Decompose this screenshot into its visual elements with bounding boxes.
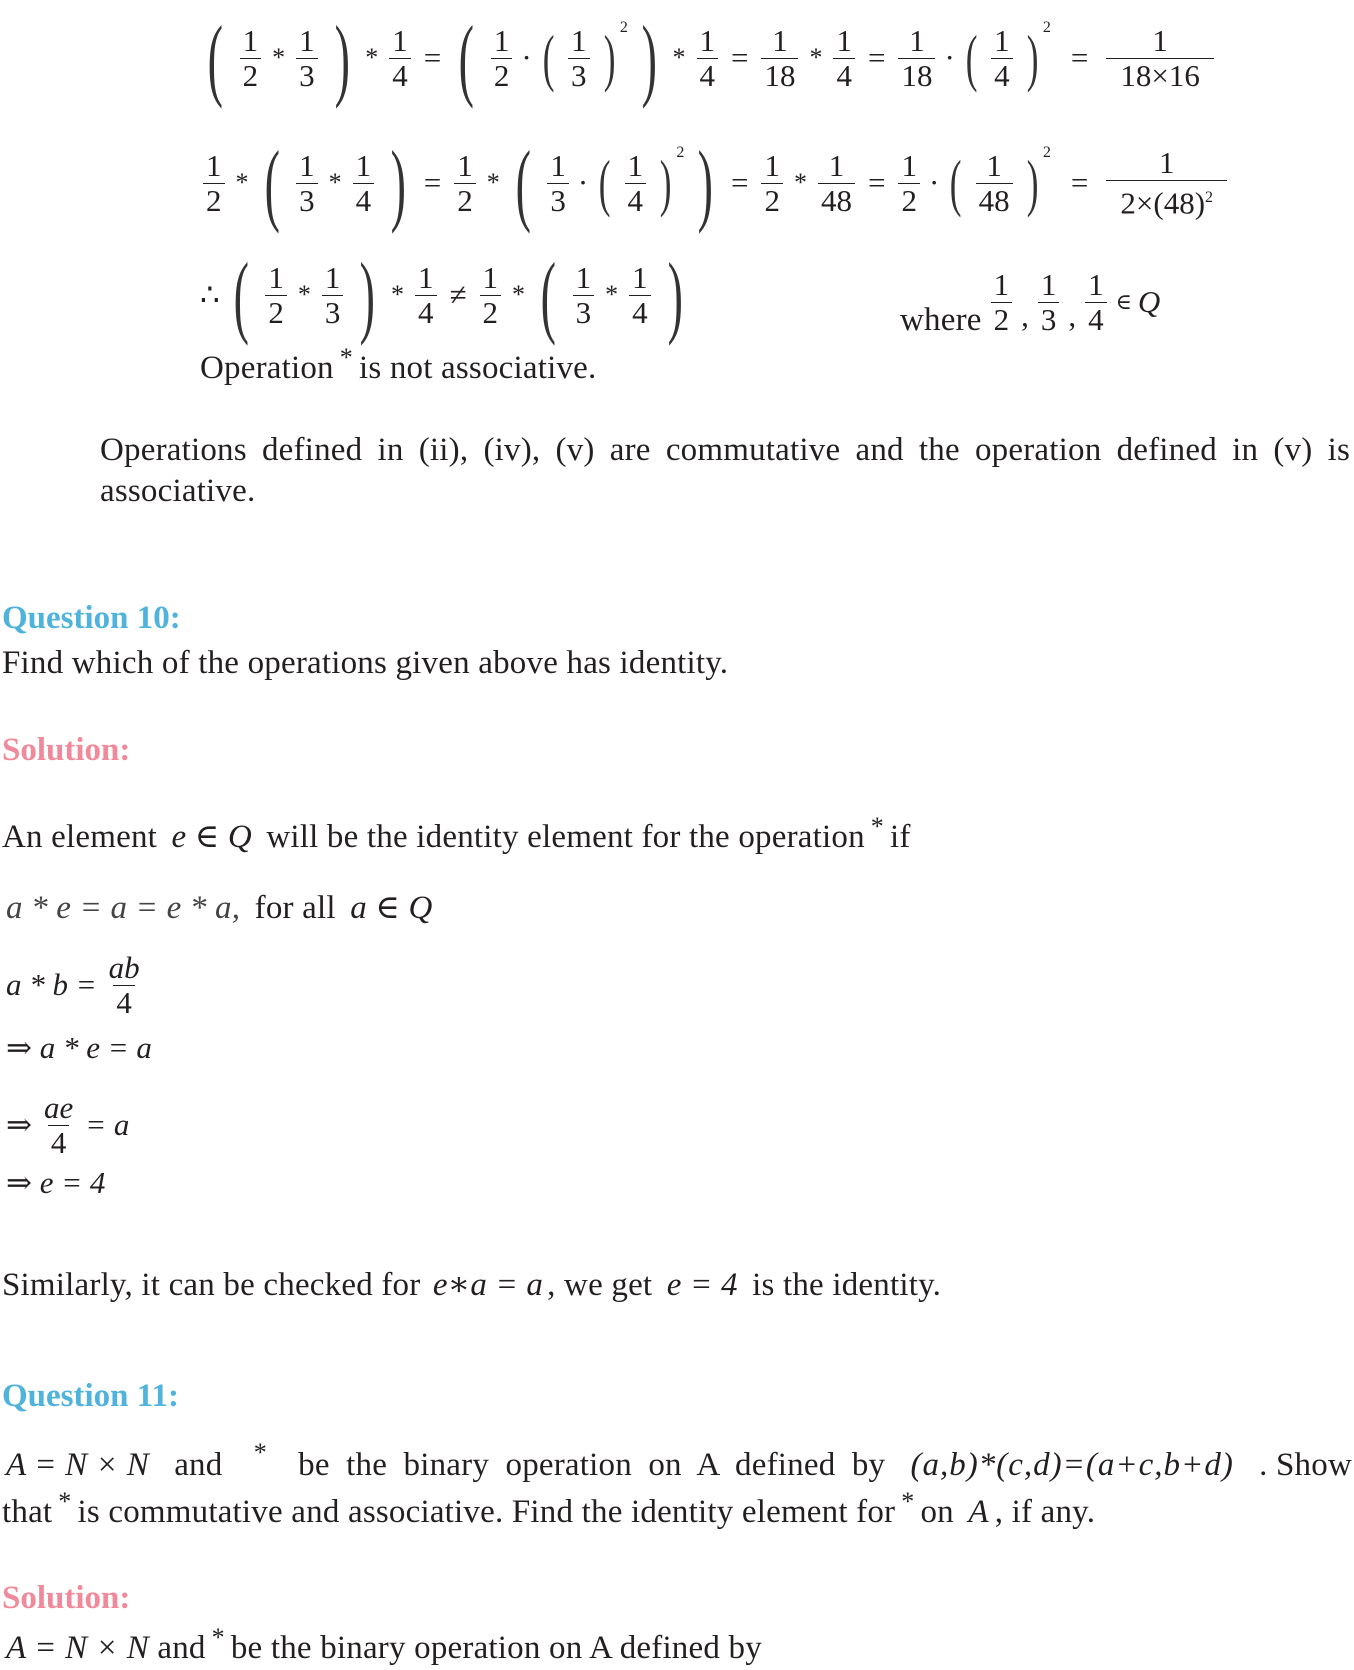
operation-definition: a * b = $\frac{ab}{4}$ bbox=[6, 949, 140, 1020]
question-11-solution-heading: Solution: bbox=[2, 1580, 131, 1616]
assoc-equation-line-1: ( $\frac{1}{2}$ * $\frac{1}{3}$ ) * $\frac{1}{4}$ = ( $\frac{1}{2}$ · ( $\frac{1}{3}$ ) 2 ) * $\frac{1}{4}$ = $\frac{1}{18}$ * $\frac{1}{4}$ = $\frac{1}{18}$ · ( $\frac{1}{4}$ ) 2 = $\frac{1}{18\times 16}$ bbox=[200, 8, 1217, 108]
question-11-line-2: that * is commutative and associative. Find the identity element for * on A , if any. bbox=[2, 1487, 1096, 1530]
question-10-heading: Question 10: bbox=[2, 600, 181, 636]
assoc-equation-line-2: $\frac{1}{2}$ * ( $\frac{1}{3}$ * $\frac{1}{4}$ ) = $\frac{1}{2}$ * ( $\frac{1}{3}$ · ( $\frac{1}{4}$ ) 2 ) = $\frac{1}{2}$ * $\frac{1}{48}$ = $\frac{1}{2}$ · ( $\frac{1}{48}$ ) 2 = $\frac{1}{2\times(48)^2}$ bbox=[200, 128, 1230, 238]
identity-condition: a * e = a = e * a, for all a ∈ Q bbox=[6, 890, 433, 926]
not-equal-symbol: ≠ bbox=[449, 277, 467, 312]
question-10-solution-heading: Solution: bbox=[2, 732, 131, 768]
question-11-heading: Question 11: bbox=[2, 1378, 179, 1414]
step-e-equals-4: ⇒ e = 4 bbox=[6, 1165, 106, 1200]
fraction: $\frac{1}{4}$ bbox=[389, 24, 411, 93]
question-11-solution-line: A = N × N and * be the binary operation on A defined by bbox=[6, 1623, 762, 1666]
result-fraction-1: $\frac{1}{18\times 16}$ bbox=[1106, 24, 1213, 93]
not-associative-conclusion: Operation * is not associative. bbox=[200, 343, 597, 386]
question-11-line-1: A = N × N and * be the binary operation on A defined by (a,b)*(c,d)=(a+c,b+d) . Show bbox=[6, 1438, 1352, 1483]
therefore-symbol: ∴ bbox=[200, 277, 220, 312]
where-clause: where $\frac{1}{2}$ , $\frac{1}{3}$ , $\frac{1}{4}$ ∈ Q bbox=[900, 266, 1161, 338]
fraction: $\frac{1}{3}$ bbox=[296, 24, 318, 93]
summary-paragraph: Operations defined in (ii), (iv), (v) are commutative and the operation defined in (v) is associative. bbox=[100, 432, 1350, 509]
question-10-text: Find which of the operations given above has identity. bbox=[2, 645, 729, 681]
left-paren: ( bbox=[207, 7, 223, 109]
similarly-statement: Similarly, it can be checked for e∗a = a , we get e = 4 is the identity. bbox=[2, 1267, 942, 1303]
step-a-star-e: ⇒ a * e = a bbox=[6, 1030, 152, 1065]
identity-definition: An element e ∈ Q will be the identity element for the operation * if bbox=[2, 812, 911, 855]
fraction: $\frac{1}{2}$ bbox=[240, 24, 262, 93]
therefore-inequality: ∴ ( $\frac{1}{2}$ * $\frac{1}{3}$ ) * $\frac{1}{4}$ ≠ $\frac{1}{2}$ * ( $\frac{1}{3}$ * $\frac{1}{4}$ ) bbox=[200, 244, 683, 346]
step-ae-over-4: ⇒ $\frac{ae}{4}$ = a bbox=[6, 1089, 130, 1160]
result-fraction-2: $\frac{1}{2\times(48)^2}$ bbox=[1106, 146, 1227, 220]
